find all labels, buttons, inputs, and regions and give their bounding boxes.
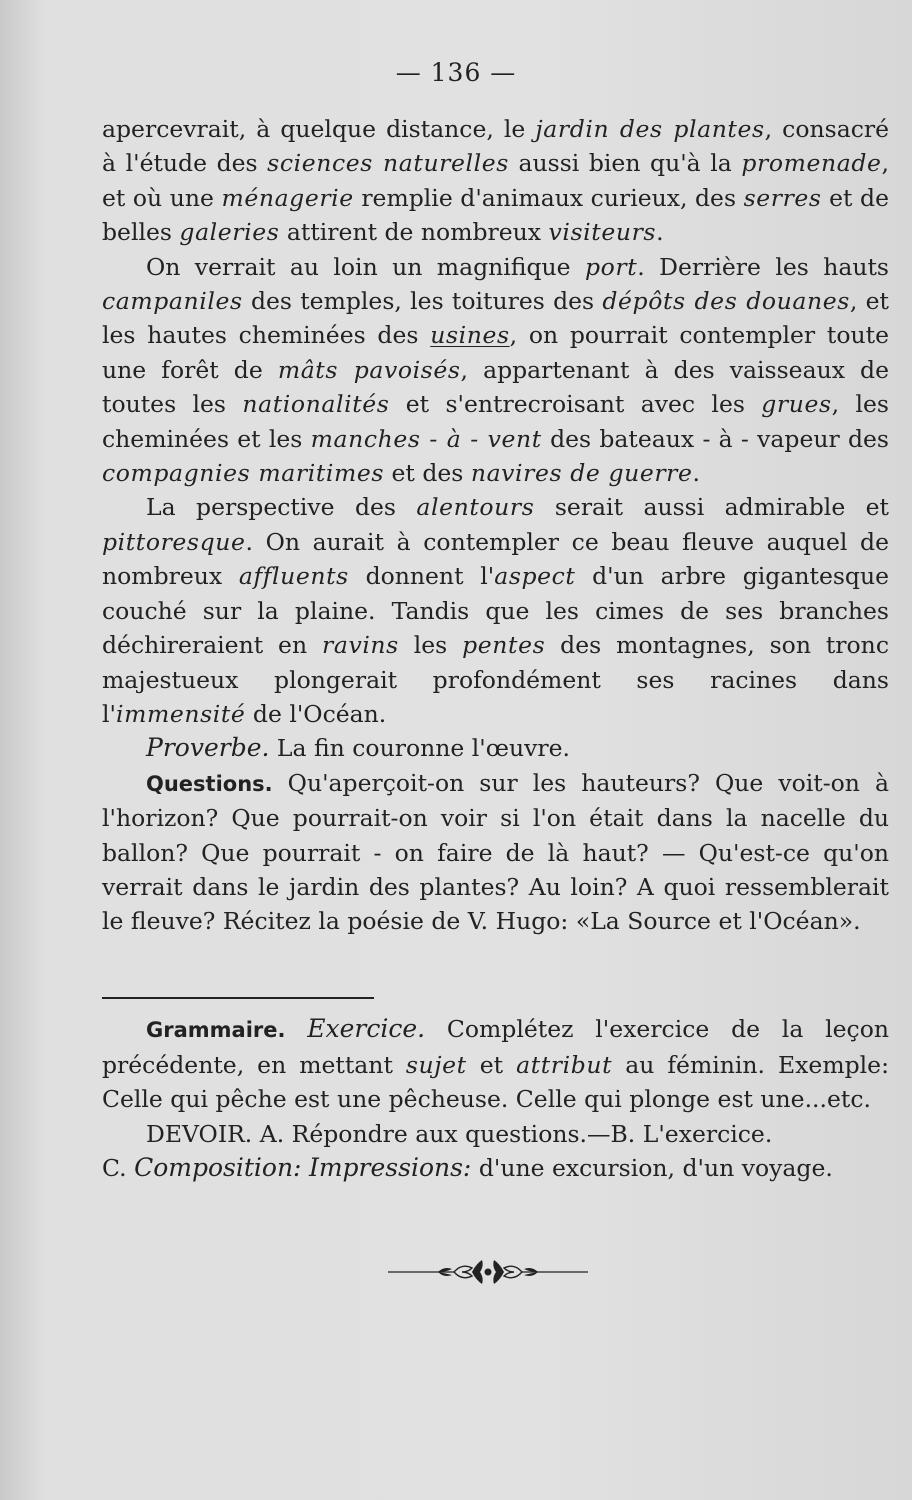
questions-text: Qu'aperçoit-on sur les hauteurs? Que voit-on à l'horizon? Que pourrait-on voir si l'on était dans la nacelle du ballon? Que pourrait - on faire de là haut? — Qu'est-ce qu'on verrait dans le jardin des plantes? Au loin? A quoi ressemblerait le fleuve? Récitez la poésie de V. Hugo: «La Source et l'Océan». xyxy=(102,768,889,936)
text-run: attirent de nombreux xyxy=(279,218,549,247)
text-run: apercevrait, à quelque distance, le xyxy=(102,115,536,143)
keyword: ménagerie xyxy=(221,183,354,212)
keyword: galeries xyxy=(179,218,280,247)
text-run: . xyxy=(692,459,701,488)
text-run: d'un arbre gigantesque couché sur la plaine. Tandis que les cimes de ses branches déchireraient en xyxy=(102,562,889,660)
keyword: aspect xyxy=(494,562,576,591)
ornament-icon xyxy=(388,1258,588,1288)
keyword: alentours xyxy=(416,493,535,522)
paragraph-river xyxy=(102,490,889,731)
text-run: et s'entrecroisant avec les xyxy=(389,390,762,419)
text-run: La perspective des xyxy=(146,493,417,522)
proverb-text: La fin couronne l'œuvre. xyxy=(269,734,570,763)
text-run: des temples, les toitures des xyxy=(242,287,603,316)
paragraph-port xyxy=(102,250,889,491)
keyword: navires de guerre xyxy=(470,459,693,488)
text-run: d'une excursion, d'un voyage. xyxy=(471,1154,833,1183)
exercise-label: Exercice. xyxy=(307,1014,426,1043)
text-run: aussi bien qu'à la xyxy=(508,149,742,178)
questions-label: Questions. xyxy=(146,771,273,796)
grammar-label: Grammaire. xyxy=(146,1018,286,1042)
keyword: jardin des plantes xyxy=(535,115,765,143)
keyword: promenade xyxy=(741,149,882,178)
text-run: , les cheminées et les xyxy=(102,390,889,453)
keyword: mâts pavoisés xyxy=(277,355,461,384)
text-run: donnent l' xyxy=(348,562,495,591)
keyword: ravins xyxy=(322,631,399,660)
section-divider xyxy=(102,997,374,999)
text-run: des montagnes, son tronc majestueux plongerait profondément ses racines dans l' xyxy=(102,631,889,728)
proverb xyxy=(102,731,889,765)
text-run: Complétez l'exercice de la leçon précédente, en mettant xyxy=(102,1015,889,1079)
text-run: de l'Océan. xyxy=(245,699,387,728)
keyword: sciences naturelles xyxy=(267,149,509,178)
text-run: remplie d'animaux curieux, des xyxy=(353,183,744,212)
text-run: au féminin. Exemple: Celle qui pêche est une pêcheuse. Celle qui plonge est une...etc. xyxy=(102,1050,889,1114)
text-run: . On aurait à contempler ce beau fleuve auquel de nombreux xyxy=(102,527,889,591)
text-run: On verrait au loin un magnifique xyxy=(146,252,585,281)
questions xyxy=(102,766,889,939)
text-run: , on pourrait contempler toute une forêt de xyxy=(102,321,889,384)
keyword: visiteurs xyxy=(548,218,657,247)
grammar-section xyxy=(102,1012,889,1186)
keyword: nationalités xyxy=(242,390,390,419)
keyword: serres xyxy=(743,183,822,212)
composition-line xyxy=(102,1151,889,1186)
keyword: affluents xyxy=(238,562,349,591)
keyword: campaniles xyxy=(102,287,243,316)
keyword: compagnies maritimes xyxy=(102,459,385,488)
text-run: , appartenant à des vaisseaux de toutes les xyxy=(102,355,890,419)
grammar-exercise xyxy=(102,1012,889,1117)
paragraph-garden xyxy=(102,112,889,250)
text-run: des bateaux - à - vapeur des xyxy=(541,424,889,453)
text-run: les xyxy=(398,631,463,660)
keyword: grues xyxy=(761,390,832,419)
text-run: et xyxy=(466,1050,517,1079)
keyword: manches - à - vent xyxy=(310,424,542,453)
proverb-label: Proverbe. xyxy=(146,733,270,763)
text-run: . xyxy=(656,218,664,247)
composition-label: Composition: xyxy=(134,1153,302,1183)
text-run: , consacré à l'étude des xyxy=(102,115,890,178)
text-run: serait aussi admirable et xyxy=(534,493,889,522)
text-run: , et où une xyxy=(102,149,889,212)
text-run: C. xyxy=(102,1154,135,1183)
keyword: sujet xyxy=(405,1050,467,1079)
text-run: . Derrière les hauts xyxy=(637,252,889,281)
text-run: et de belles xyxy=(102,183,889,247)
impressions-label: Impressions: xyxy=(308,1153,472,1183)
lesson-text xyxy=(102,112,889,939)
keyword: dépôts des douanes xyxy=(602,287,850,316)
keyword: port xyxy=(584,252,638,281)
keyword: attribut xyxy=(516,1050,613,1079)
keyword: pittoresque xyxy=(102,527,246,556)
devoir-line: DEVOIR. A. Répondre aux questions.—B. L'exercice. xyxy=(146,1119,773,1148)
keyword: immensité xyxy=(115,699,246,728)
keyword: pentes xyxy=(462,631,546,660)
text-run: , et les hautes cheminées des xyxy=(102,287,889,350)
page-number: — 136 — xyxy=(395,58,517,87)
keyword: usines xyxy=(430,321,510,350)
text-run: et des xyxy=(384,459,471,488)
